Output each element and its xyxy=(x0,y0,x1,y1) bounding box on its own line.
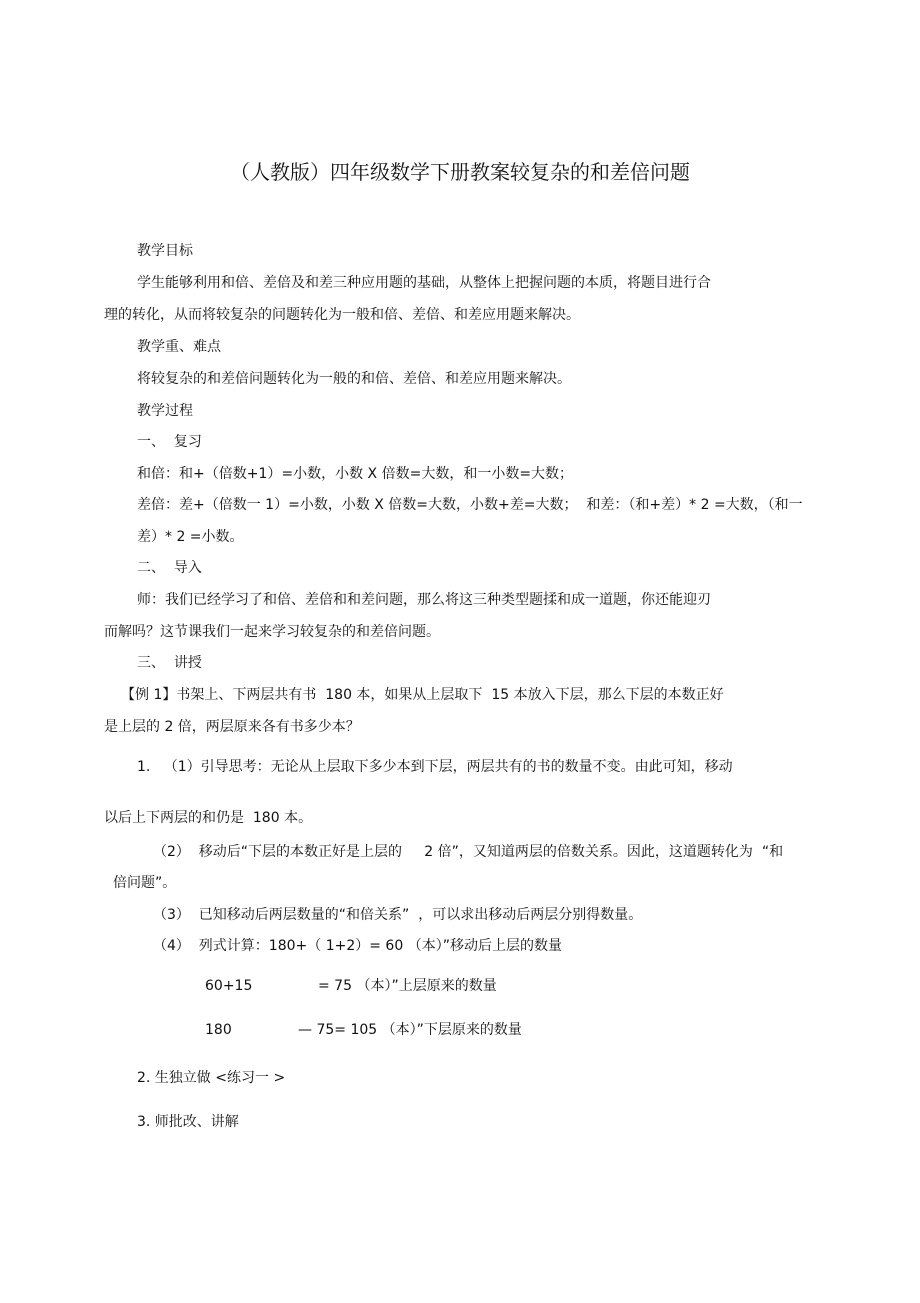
paragraph-line: 和倍：和+（倍数+1）=小数，小数 X 倍数=大数，和一小数=大数； xyxy=(137,466,574,482)
step-line: 2. 生独立做 <练习一 > xyxy=(137,1070,286,1086)
example-line: 是上层的 2 倍，两层原来各有书多少本？ xyxy=(104,719,360,735)
calc-expression: 60+15 xyxy=(205,978,253,994)
calc-result: — 75= 105 （本）”下层原来的数量 xyxy=(298,1022,522,1038)
document-title: （人教版）四年级数学下册教案较复杂的和差倍问题 xyxy=(230,160,690,184)
step-line: 3. 师批改、讲解 xyxy=(137,1114,239,1130)
paragraph-line: 师：我们已经学习了和倍、差倍和和差问题，那么将这三种类型题揉和成一道题，你还能迎刃 xyxy=(137,592,711,608)
paragraph-line: 差）* 2 =小数。 xyxy=(137,529,244,545)
step-line: 1. （1）引导思考：无论从上层取下多少本到下层，两层共有的书的数量不变。由此可知，移动 xyxy=(137,759,733,775)
step-line: 以后上下两层的和仍是 180 本。 xyxy=(104,810,313,826)
section-intro: 二、 导入 xyxy=(137,560,202,576)
paragraph-line: 学生能够利用和倍、差倍及和差三种应用题的基础，从整体上把握问题的本质，将题目进行合 xyxy=(137,275,711,291)
heading-key-points: 教学重、难点 xyxy=(137,339,221,355)
example-line: 【例 1】书架上、下两层共有书 180 本，如果从上层取下 15 本放入下层，那么下层的本数正好 xyxy=(121,687,724,703)
step-line: （4） 列式计算：180+（ 1+2）= 60 （本）”移动后上层的数量 xyxy=(153,938,562,954)
step-line: （3） 已知移动后两层数量的“和倍关系” ，可以求出移动后两层分别得数量。 xyxy=(153,907,643,923)
step-line: （2） 移动后“下层的本数正好是上层的 2 倍”，又知道两层的倍数关系。因此，这道题转化为 “和 xyxy=(153,844,784,860)
heading-teaching-process: 教学过程 xyxy=(137,403,193,419)
paragraph-line: 理的转化，从而将较复杂的问题转化为一般和倍、差倍、和差应用题来解决。 xyxy=(104,307,580,323)
paragraph-line: 差倍：差+（倍数一 1）=小数，小数 X 倍数=大数，小数+差=大数； 和差：（和+差）* 2 =大数，（和一 xyxy=(137,497,803,513)
paragraph-line: 而解吗？这节课我们一起来学习较复杂的和差倍问题。 xyxy=(104,624,440,640)
paragraph-line: 将较复杂的和差倍问题转化为一般的和倍、差倍、和差应用题来解决。 xyxy=(137,371,571,387)
section-review: 一、 复习 xyxy=(137,434,202,450)
step-line: 倍问题”。 xyxy=(113,875,177,891)
section-lecture: 三、 讲授 xyxy=(137,655,202,671)
heading-teaching-goals: 教学目标 xyxy=(137,243,193,259)
calc-expression: 180 xyxy=(205,1022,232,1038)
calc-result: = 75 （本）”上层原来的数量 xyxy=(318,978,497,994)
